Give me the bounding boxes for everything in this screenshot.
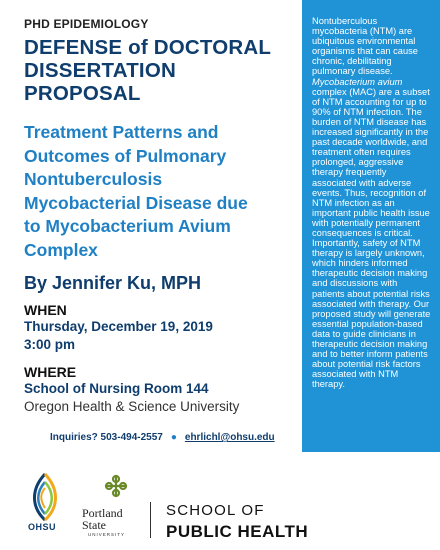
title-line: Mycobacterial Disease due (24, 192, 248, 213)
headline-line: DISSERTATION PROPOSAL (24, 59, 176, 105)
abstract-italic: Mycobacterium avium (312, 76, 403, 87)
psu-university: UNIVERSITY (88, 532, 126, 537)
ohsu-logo (24, 468, 66, 524)
when-heading: WHEN (24, 302, 67, 318)
inquiries-phone: Inquiries? 503-494-2557 (50, 432, 163, 443)
where-heading: WHERE (24, 364, 77, 380)
school-of-label: SCHOOL OF (166, 502, 265, 519)
event-room: School of Nursing Room 144 (24, 381, 209, 396)
dissertation-title (24, 121, 282, 262)
title-line: Outcomes of Pulmonary (24, 145, 227, 166)
school-name: PUBLIC HEALTH (166, 522, 309, 541)
abstract-text-2: complex (MAC) are a subset of NTM accounting for up to 90% of NTM infection. The burden of NTM disease has increased significantly in the past decade worldwide, and treatment often requires prolonged, aggressive therapy frequently associated with adverse events. Thus, recognition of NTM infection as an important public health issue with potentially permanent consequences is critical. Importantly, safety of NTM therapy is largely unknown, which hinders informed therapeutic decision making and discussions with patients about potential risks associated with therapy. Our proposed study will generate essential population-based data to guide clinicians in therapeutic decision making and to better inform patients about potential risk factors associated with NTM therapy. (312, 86, 431, 390)
title-line: Complex (24, 239, 98, 260)
psu-name: Portland State (82, 506, 123, 532)
main-column (24, 14, 282, 294)
event-headline (24, 36, 282, 105)
footer-logos (0, 460, 440, 550)
abstract-panel (302, 0, 440, 452)
presenter-name: By Jennifer Ku, MPH (24, 273, 202, 293)
event-institution: Oregon Health & Science University (24, 399, 240, 414)
event-time: 3:00 pm (24, 337, 76, 352)
ohsu-logo-text: OHSU (28, 522, 57, 532)
department-label: PHD EPIDEMIOLOGY (24, 17, 149, 31)
contact-email-link[interactable]: ehrlichl@ohsu.edu (184, 432, 275, 443)
headline-line: DEFENSE of DOCTORAL (24, 36, 272, 59)
title-line: to Mycobacterium Avium (24, 216, 231, 236)
logo-divider (150, 502, 151, 538)
title-line: Nontuberculosis (24, 169, 163, 189)
where-section (24, 364, 294, 416)
contact-line (50, 432, 275, 443)
abstract-text-1: Nontuberculous mycobacteria (NTM) are ubiquitous environmental organisms that can cause chronic, debilitating pulmonary disease. (312, 16, 418, 77)
event-date: Thursday, December 19, 2019 (24, 319, 213, 334)
title-line: Treatment Patterns and (24, 122, 219, 142)
when-section (24, 302, 213, 354)
psu-logo-icon (104, 474, 128, 498)
bullet-dot: ● (170, 432, 177, 443)
